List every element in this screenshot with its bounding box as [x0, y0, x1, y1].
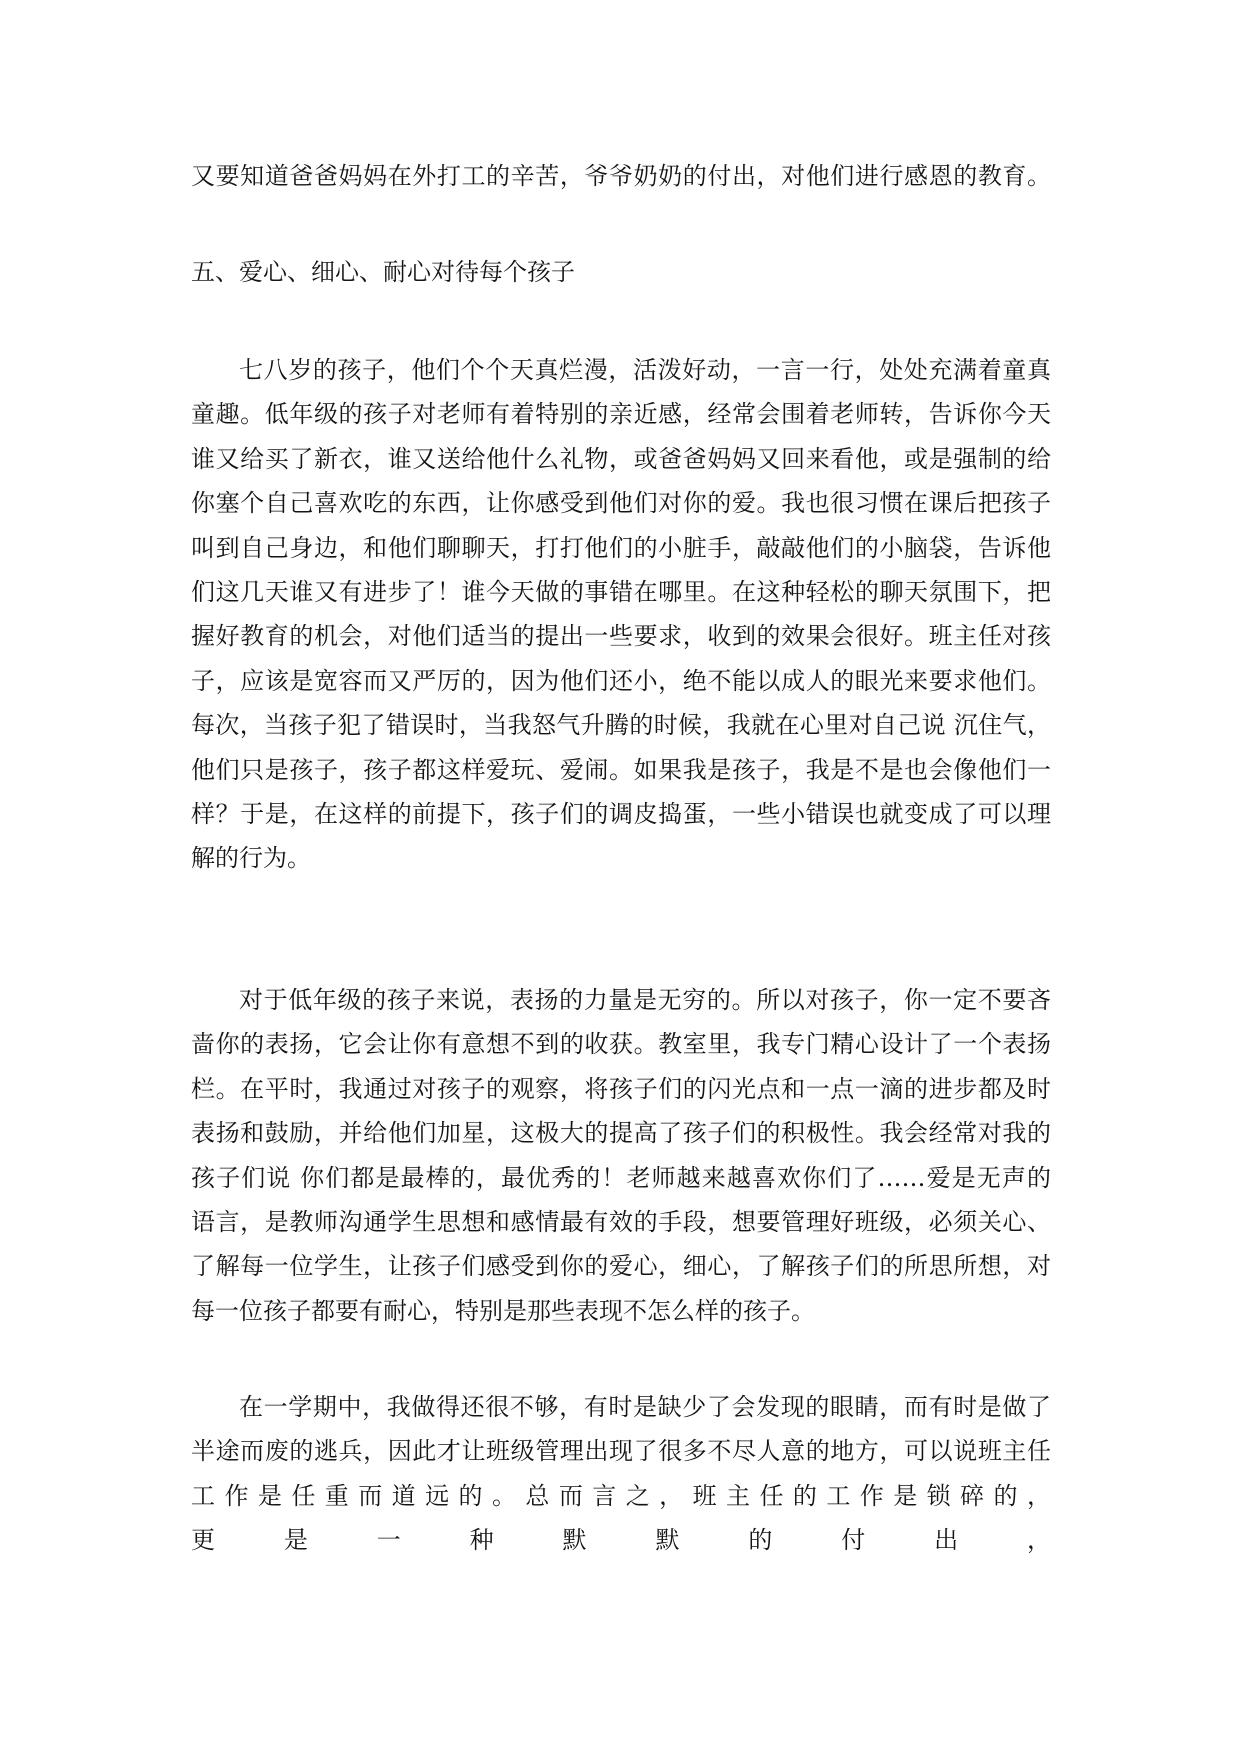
section-heading-text: 五、爱心、细心、耐心对待每个孩子	[191, 258, 575, 286]
text-line: 半途而废的逃兵，因此才让班级管理出现了很多不尽人意的地方，可以说班主任	[191, 1437, 1051, 1466]
text-line: 叫到自己身边，和他们聊聊天，打打他们的小脏手，敲敲他们的小脑袋，告诉他	[191, 533, 1051, 562]
text-line: 了解每一位学生，让孩子们感受到你的爱心，细心，了解孩子们的所思所想，对	[191, 1252, 1051, 1281]
text-line: 孩子们说 你们都是最棒的，最优秀的！老师越来越喜欢你们了……爱是无声的	[191, 1163, 1051, 1192]
text-line: 童趣。低年级的孩子对老师有着特别的亲近感，经常会围着老师转，告诉你今天	[191, 400, 1051, 429]
text-line: 七八岁的孩子，他们个个天真烂漫，活泼好动，一言一行，处处充满着童真	[239, 356, 1051, 384]
text-line: 们这几天谁又有进步了！谁今天做的事错在哪里。在这种轻松的聊天氛围下，把	[191, 577, 1051, 606]
paragraph	[191, 978, 1051, 1333]
text-line: 你塞个自己喜欢吃的东西，让你感受到他们对你的爱。我也很习惯在课后把孩子	[191, 489, 1051, 518]
text-line: 每次，当孩子犯了错误时，当我怒气升腾的时候，我就在心里对自己说 沉住气，	[191, 711, 1051, 740]
text-line: 握好教育的机会，对他们适当的提出一些要求，收到的效果会很好。班主任对孩	[191, 622, 1051, 651]
text-line: 解的行为。	[191, 844, 311, 873]
text-line: 对于低年级的孩子来说，表扬的力量是无穷的。所以对孩子，你一定不要吝	[239, 986, 1051, 1014]
text-line: 啬你的表扬，它会让你有意想不到的收获。教室里，我专门精心设计了一个表扬	[191, 1030, 1051, 1059]
paragraph	[191, 1385, 1051, 1555]
text-line: 子，应该是宽容而又严厉的，因为他们还小，绝不能以成人的眼光来要求他们。	[191, 666, 1051, 695]
text-line: 每一位孩子都要有耐心，特别是那些表现不怎么样的孩子。	[191, 1296, 815, 1325]
text-line: 他们只是孩子，孩子都这样爱玩、爱闹。如果我是孩子，我是不是也会像他们一	[191, 755, 1051, 784]
text-line: 又要知道爸爸妈妈在外打工的辛苦，爷爷奶奶的付出，对他们进行感恩的教育。	[191, 162, 1051, 190]
section-heading	[191, 250, 1051, 294]
carryover-paragraph	[191, 154, 1051, 198]
paragraph	[191, 348, 1051, 881]
text-line: 在一学期中，我做得还很不够，有时是缺少了会发现的眼睛，而有时是做了	[239, 1393, 1051, 1421]
text-line: 栏。在平时，我通过对孩子的观察，将孩子们的闪光点和一点一滴的进步都及时	[191, 1074, 1051, 1103]
text-line: 表扬和鼓励，并给他们加星，这极大的提高了孩子们的积极性。我会经常对我的	[191, 1119, 1051, 1148]
text-line: 工作是任重而道远的。总而言之，班主任的工作是锁碎的，更是一种默默的付出，	[191, 1481, 1051, 1555]
text-line: 谁又给买了新衣，谁又送给他什么礼物，或爸爸妈妈又回来看他，或是强制的给	[191, 444, 1051, 473]
text-line: 语言，是教师沟通学生思想和感情最有效的手段，想要管理好班级，必须关心、	[191, 1207, 1051, 1236]
text-line: 样？于是，在这样的前提下，孩子们的调皮捣蛋，一些小错误也就变成了可以理	[191, 799, 1051, 828]
